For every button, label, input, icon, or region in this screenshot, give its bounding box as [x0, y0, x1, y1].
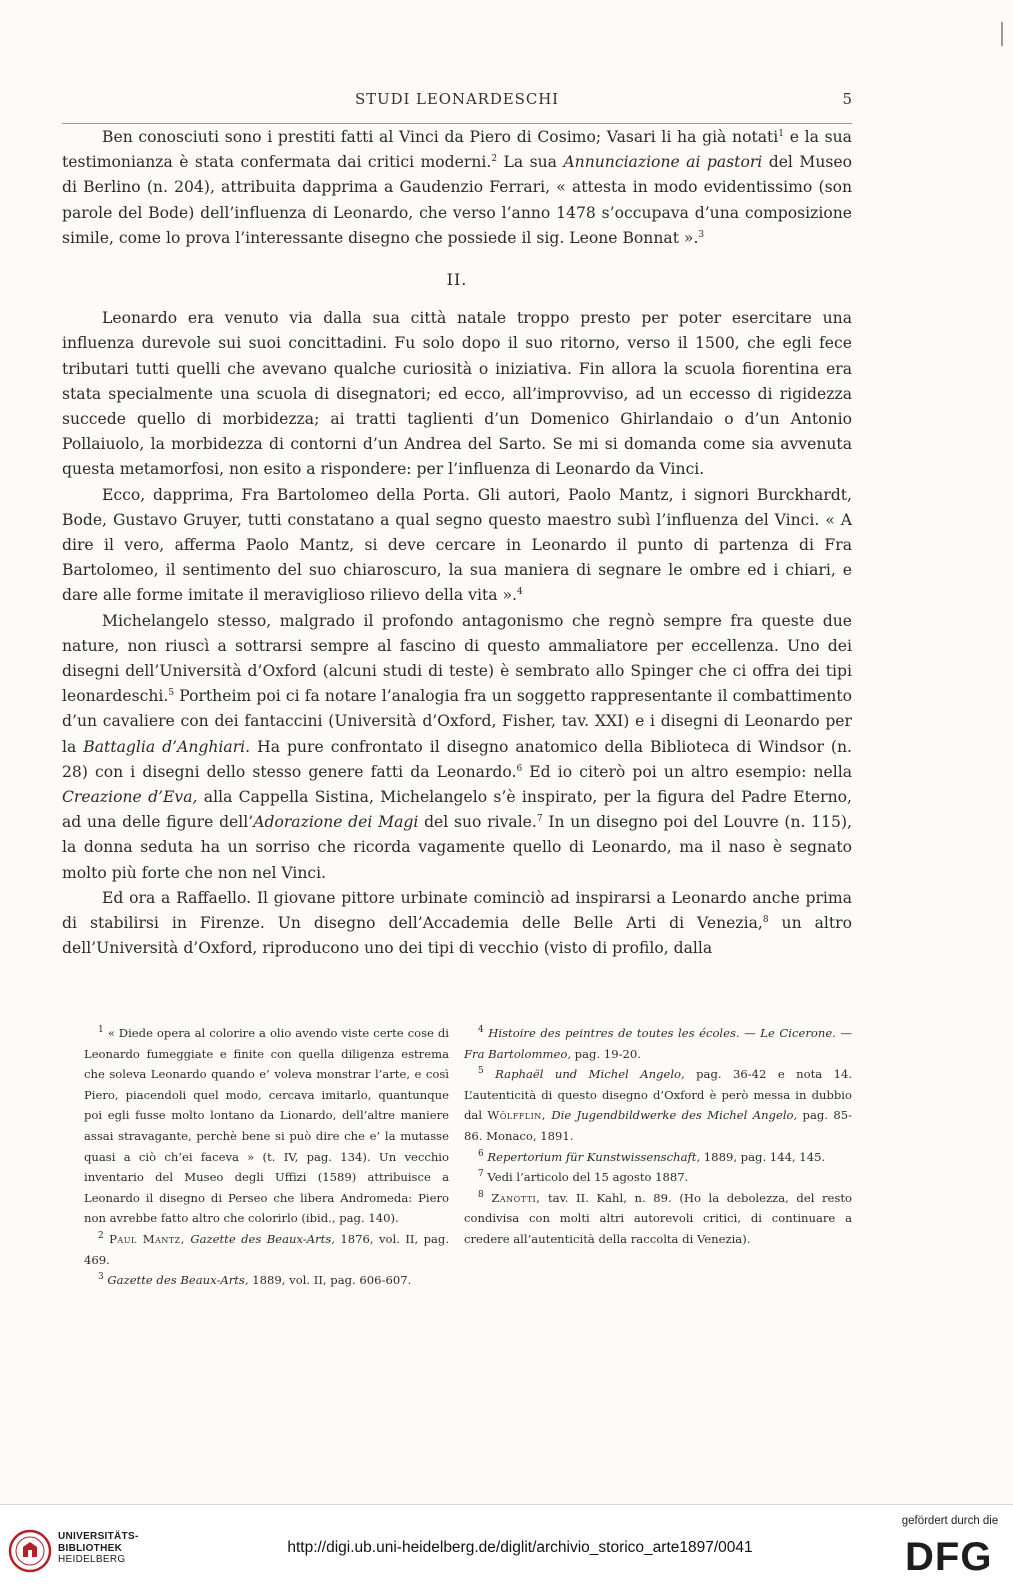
- footnote-text: « Diede opera al colorire a olio avendo viste certe cose di Leonardo fumeggiate e finite con quella diligenza estrema che soleva Leonardo quando e’ voleva monstrar l’arte, e così Piero, piacendoli quel modo, cercava imitarlo, quantunque poi egli fusse molto lontano da Lionardo, dell’altre maniere assai stravagante, perchè bene si può dire che e’ la mutasse quasi a ciò ch’ei faceva » (t. IV, pag. 134). Un vecchio inventario del Museo degli Uffizi (1589) attribuisce a Leonardo il disegno di Perseo che libera Andromeda: Piero non avrebbe fatto altro che colorirlo (ibid., pag. 140).: [84, 1026, 449, 1226]
- text-span: Ha pure confrontato il disegno anatomico della Biblioteca di Windsor (n. 28) con i disegni dello stesso genere fatti da Leonardo.: [62, 737, 853, 781]
- footnote-text: 1889, pag. 144, 145.: [700, 1149, 826, 1164]
- sponsor-label: gefördert durch die: [901, 1515, 999, 1527]
- footnote-7: [464, 1167, 852, 1188]
- paragraph-2: Leonardo era venuto via dalla sua città natale troppo presto per poter esercitare una influenza durevole sui suoi concittadini. Fu solo dopo il suo ritorno, verso il 1500, che egli fece tributari tutti quelli che avevano qualche curiosità o iniziativa. Fin allora la scuola fiorentina era stata specialmente una scuola di disegnatori; ed ecco, all’improvviso, ad un eccesso di rigidezza succede quello di morbidezza; ai tratti taglienti d’un Domenico Ghirlandaio o d’un Antonio Pollaiuolo, la morbidezza di contorni d’un Andrea del Sarto. Se mi si domanda come sia avvenuta questa metamorfosi, non esito a rispondere: per l’influenza di Leonardo da Vinci.: [62, 309, 852, 479]
- library-name-line: UNIVERSITÄTS-: [58, 1531, 139, 1542]
- text-span: Ecco, dapprima, Fra Bartolomeo della Porta. Gli autori, Paolo Mantz, i signori Burckhardt, Bode, Gustavo Gruyer, tutti constatano a qual segno questo maestro subì l’influenza del Vinci. « A dire il vero, afferma Paolo Mantz, si deve cercare in Leonardo il punto di partenza di Fra Bartolomeo, il sentimento del suo chiaroscuro, la sua maniera di segnare le ombre ed i chiari, e dare alle forme imitate il meraviglioso rilievo della vita ».: [62, 485, 852, 605]
- footnote-8: [464, 1188, 852, 1250]
- footnote-author: Wölfflin,: [487, 1108, 546, 1123]
- footnotes-right-column: [464, 1023, 852, 1250]
- footnote-ref-4[interactable]: 4: [516, 587, 523, 598]
- page-number: 5: [842, 90, 852, 108]
- header-rule: [62, 123, 852, 124]
- running-header: [62, 90, 852, 118]
- paragraph-1: [62, 125, 852, 251]
- text-span: del suo rivale.: [418, 813, 537, 832]
- artwork-title: Annunciazione ai pastori: [563, 153, 763, 172]
- text-span: Ben conosciuti sono i prestiti fatti al Vinci da Piero di Cosimo; Vasari li ha già notati: [102, 128, 779, 146]
- text-span: e la sua testimonianza è stata confermata dai critici moderni.: [62, 128, 852, 172]
- footnote-text: pag. 19-20.: [571, 1046, 641, 1061]
- footnote-number: 7: [478, 1169, 484, 1180]
- running-title: STUDI LEONARDESCHI: [354, 90, 560, 108]
- artwork-title: Creazione d’Eva,: [62, 788, 198, 807]
- library-name-line: HEIDELBERG: [58, 1554, 126, 1565]
- paragraph-5: [62, 886, 852, 962]
- artwork-title: Battaglia d’Anghiari.: [83, 737, 251, 756]
- library-name[interactable]: [58, 1531, 139, 1566]
- main-text: [62, 125, 852, 962]
- footnotes: [62, 1023, 852, 1323]
- text-span: un altro dell’Università d’Oxford, riproducono uno dei tipi di vecchio (visto di profilo, dalla: [62, 914, 852, 958]
- footnote-ref-1[interactable]: 1: [778, 128, 785, 139]
- footnotes-left-column: [84, 1023, 449, 1291]
- footnote-1: [84, 1023, 449, 1229]
- footnote-ref-5[interactable]: 5: [168, 688, 175, 699]
- footnote-title: Gazette des Beaux-Arts,: [190, 1231, 335, 1246]
- text-span: La sua: [497, 153, 564, 172]
- footnote-title: Raphaël und Michel Angelo,: [495, 1067, 685, 1082]
- footnote-number: 6: [478, 1148, 484, 1159]
- footnote-title: Histoire des peintres de toutes les écoles. — Le Cicerone. — Fra Bartolommeo,: [464, 1026, 852, 1061]
- footnote-4: [464, 1023, 852, 1064]
- footnote-title: Repertorium für Kunstwissenschaft,: [487, 1149, 701, 1164]
- footnote-title: Gazette des Beaux-Arts,: [107, 1273, 249, 1288]
- footnote-ref-8[interactable]: 8: [762, 914, 769, 925]
- footnote-number: 8: [478, 1189, 484, 1200]
- footnote-number: 3: [98, 1272, 104, 1283]
- text-span: alla Cappella Sistina, Michelangelo s’è inspirato, per la figura del Padre Eterno, ad una delle figure dell’: [62, 788, 852, 832]
- paragraph-3: [62, 483, 852, 609]
- section-heading: II.: [446, 270, 468, 290]
- text-span: In un disegno poi del Louvre (n. 115), la donna seduta ha un sorriso che ricorda vagamente quello di Leonardo, ma il naso è segnato molto più forte che non nel Vinci.: [62, 813, 853, 882]
- footnote-number: 2: [98, 1231, 104, 1242]
- footnote-number: 5: [478, 1066, 484, 1077]
- footnote-text: 1876, vol. II, pag. 469.: [84, 1231, 450, 1267]
- footnote-number: 4: [478, 1025, 484, 1036]
- footnote-text: Vedi l’articolo del 15 agosto 1887.: [483, 1170, 689, 1185]
- viewer-footer: [0, 1504, 1013, 1592]
- artwork-title: Adorazione dei Magi: [253, 813, 419, 832]
- footnote-3: [84, 1270, 449, 1291]
- text-span: Portheim poi ci fa notare l’analogia fra un soggetto rappresentante il combattimento d’un cavaliere con dei fantaccini (Università d’Oxford, Fisher, tav. XXI) e i disegni di Leonardo per la: [62, 687, 852, 756]
- footnote-ref-6[interactable]: 6: [516, 763, 523, 774]
- text-span: Ed io citerò poi un altro esempio: nella: [522, 762, 852, 781]
- footnote-text: 1889, vol. II, pag. 606-607.: [248, 1273, 412, 1288]
- permalink-url[interactable]: http://digi.ub.uni-heidelberg.de/diglit/archivio_storico_arte1897/0041: [287, 1539, 753, 1556]
- text-span: Ed ora a Raffaello. Il giovane pittore urbinate cominciò ad inspirarsi a Leonardo anche prima di stabilirsi in Firenze. Un disegno dell’Accademia delle Belle Arti di Venezia,: [62, 888, 852, 933]
- footnote-author: Paul Mantz,: [109, 1231, 185, 1246]
- footnote-title: Die Jugendbildwerke des Michel Angelo,: [551, 1108, 798, 1123]
- scan-edge-mark: [1001, 22, 1003, 46]
- footnote-text: pag. 85-86. Monaco, 1891.: [464, 1108, 853, 1143]
- footnote-ref-3[interactable]: 3: [698, 229, 705, 240]
- footnote-author: Zanotti,: [491, 1190, 541, 1205]
- footnote-text: pag. 36-42 e nota 14. L’autenticità di questo disegno d’Oxford è però messa in dubbio dal: [464, 1067, 853, 1123]
- footnote-text: tav. II. Kahl, n. 89. (Ho la debolezza, del resto condivisa con molti altri autorevoli critici, di continuare a credere all’autenticità della raccolta di Venezia).: [464, 1190, 853, 1246]
- footnote-ref-2[interactable]: 2: [491, 154, 498, 165]
- university-seal-icon: [8, 1529, 52, 1573]
- footnote-number: 1: [98, 1025, 104, 1036]
- footnote-5: [464, 1064, 852, 1146]
- footnote-ref-7[interactable]: 7: [536, 814, 543, 825]
- text-span: Michelangelo stesso, malgrado il profondo antagonismo che regnò sempre fra queste due nature, non riuscì a sottrarsi sempre al fascino di questo ammaliatore per eccellenza. Uno dei disegni dell’Università d’Oxford (alcuni studi di teste) è sembrato allo Spinger che ci offra dei tipi leonardeschi.: [62, 611, 852, 706]
- library-name-line: BIBLIOTHEK: [58, 1542, 123, 1554]
- dfg-logo[interactable]: DFG: [905, 1535, 993, 1579]
- paragraph-4: [62, 609, 852, 886]
- footnote-6: [464, 1147, 852, 1168]
- text-span: del Museo di Berlino (n. 204), attribuita dapprima a Gaudenzio Ferrari, « attesta in modo evidentissimo (son parole del Bode) dell’influenza di Leonardo, che verso l’anno 1478 s’occupava d’una composizione simile, come lo prova l’interessante disegno che possiede il sig. Leone Bonnat ».: [62, 153, 852, 247]
- footnote-2: [84, 1229, 449, 1270]
